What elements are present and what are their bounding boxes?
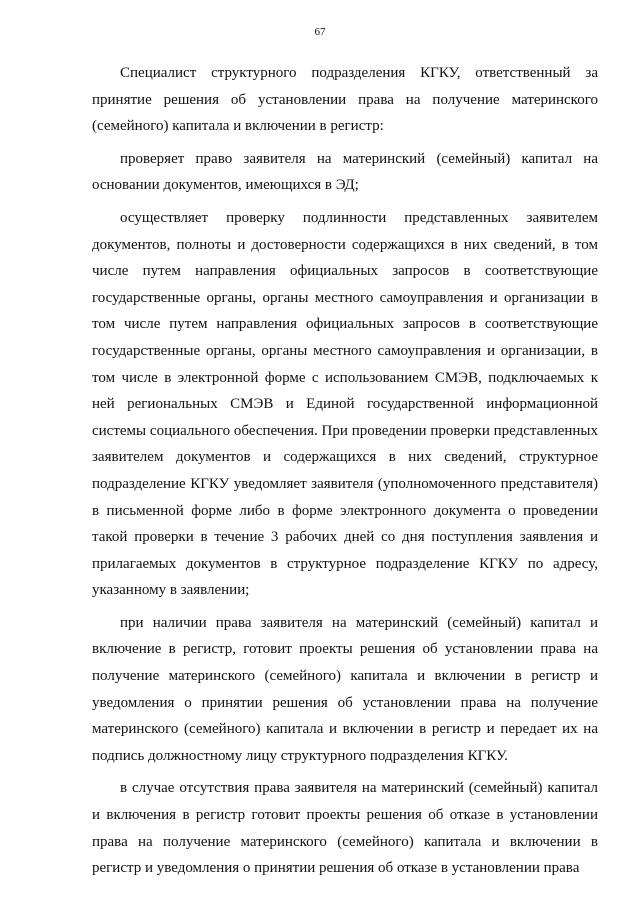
document-body — [92, 60, 598, 882]
page-number: 67 — [314, 26, 326, 38]
paragraph-verify-documents: осуществляет проверку подлинности представленных заявителем документов, полноты и достоверности содержащихся в них сведений, в том числе путем направления официальных запросов в соответствующие государственные органы, органы местного самоуправления и организации в том числе путем направления официальных запросов в соответствующие государственные органы, органы местного самоуправления и организации, в том числе в электронной форме с использованием СМЭВ, подключаемых к ней региональных СМЭВ и Единой государственной информационной системы социального обеспечения. При проведении проверки представленных заявителем документов и содержащихся в них сведений, структурное подразделение КГКУ уведомляет заявителя (уполномоченного представителя) в письменной форме либо в форме электронного документа о проведении такой проверки в течение 3 рабочих дней со дня поступления заявления и прилагаемых документов в структурное подразделение КГКУ по адресу, указанному в заявлении; — [92, 209, 598, 599]
paragraph-right-absent: в случае отсутствия права заявителя на материнский (семейный) капитал и включения в регистр готовит проекты решения об отказе в установлении права на получение материнского (семейного) капитала и включении в регистр и уведомления о принятии решения об отказе в установлении права — [92, 780, 598, 877]
paragraph-check-right: проверяет право заявителя на материнский (семейный) капитал на основании документов, имеющихся в ЭД; — [92, 150, 598, 194]
paragraph-right-present: при наличии права заявителя на материнский (семейный) капитал и включение в регистр, готовит проекты решения об установлении права на получение материнского (семейного) капитала и включении в регистр и уведомления о принятии решения об установлении права на получение материнского (семейного) капитала и включении в регистр и передает их на подпись должностному лицу структурного подразделения КГКУ. — [92, 614, 598, 764]
paragraph-intro: Специалист структурного подразделения КГКУ, ответственный за принятие решения об установлении права на получение материнского (семейного) капитала и включении в регистр: — [92, 65, 598, 135]
